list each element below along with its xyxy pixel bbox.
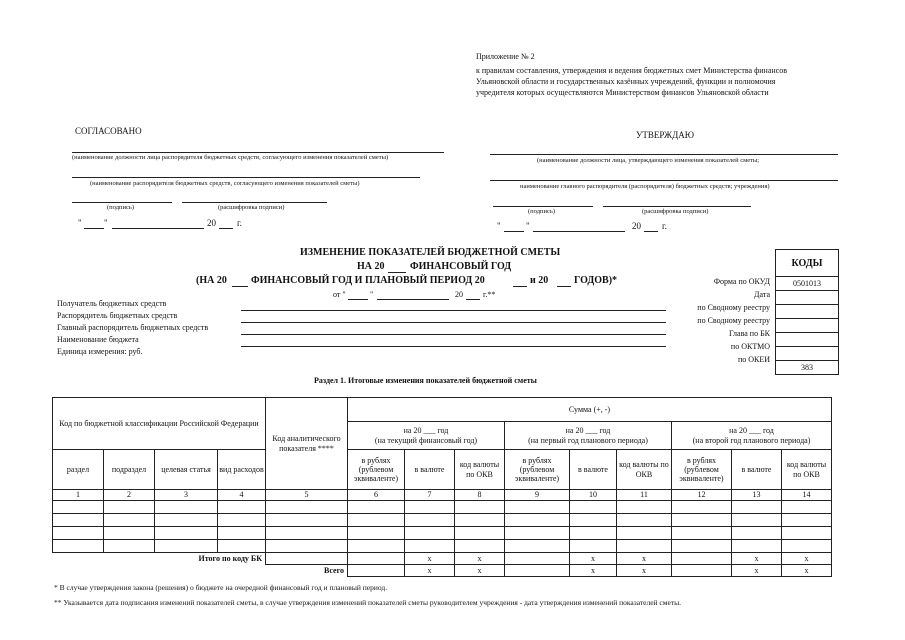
table-row[interactable] bbox=[53, 514, 832, 527]
x-mark: x bbox=[617, 553, 672, 565]
table-cell[interactable] bbox=[505, 553, 570, 565]
period2-b: год bbox=[599, 426, 611, 436]
col-rub-1: в рублях (рублевом эквиваленте) bbox=[348, 450, 405, 490]
field-budget-name: Наименование бюджета bbox=[57, 335, 139, 344]
table-cell[interactable] bbox=[570, 514, 617, 527]
approve-sign-line bbox=[493, 206, 593, 207]
agreed-date-q2: " bbox=[104, 218, 108, 228]
num-cell: 5 bbox=[266, 490, 348, 501]
header-period2: на 20 ___ год (на первый год планового периода) bbox=[505, 422, 672, 450]
table-cell[interactable] bbox=[53, 540, 104, 553]
table-cell[interactable] bbox=[732, 527, 782, 540]
code-label-registry: по Сводному реестру bbox=[697, 303, 770, 312]
table-cell[interactable] bbox=[405, 540, 455, 553]
table-cell[interactable] bbox=[505, 527, 570, 540]
table-cell[interactable] bbox=[53, 501, 104, 514]
agreed-caption1: (наименование должности лица распорядителя бюджетных средств, согласующего изменения показателей сметы) bbox=[72, 154, 389, 161]
title-month-line bbox=[377, 299, 449, 300]
approve-heading: УТВЕРЖДАЮ bbox=[636, 130, 695, 140]
code-label-okud: Форма по ОКУД bbox=[713, 277, 770, 286]
period1-c: (на текущий финансовый год) bbox=[374, 435, 478, 445]
code-label-okei: по ОКЕИ bbox=[737, 355, 770, 364]
x-mark: x bbox=[405, 553, 455, 565]
table-cell[interactable] bbox=[155, 527, 218, 540]
code-label-registry2: по Сводному реестру bbox=[697, 316, 770, 325]
approve-caption1: (наименование должности лица, утверждающего изменения показателей сметы; bbox=[537, 157, 760, 164]
table-row[interactable] bbox=[53, 540, 832, 553]
table-cell[interactable] bbox=[348, 540, 405, 553]
number-row bbox=[53, 490, 832, 501]
title-date-year-line bbox=[466, 299, 480, 300]
x-mark: x bbox=[617, 565, 672, 577]
table-cell[interactable] bbox=[455, 540, 505, 553]
table-cell[interactable] bbox=[455, 527, 505, 540]
table-cell[interactable] bbox=[218, 527, 266, 540]
x-mark: x bbox=[732, 565, 782, 577]
table-cell[interactable] bbox=[53, 514, 104, 527]
table-cell[interactable] bbox=[53, 527, 104, 540]
approve-year-line bbox=[644, 231, 658, 232]
agreed-sign-line bbox=[72, 202, 172, 203]
total-bk-row bbox=[53, 553, 832, 565]
approve-month-line bbox=[533, 231, 625, 232]
codes-header: КОДЫ bbox=[776, 250, 839, 277]
appendix-line: Ульяновской области и государственных казённых учреждений, функции и полномочия bbox=[476, 77, 776, 86]
num-cell: 9 bbox=[505, 490, 570, 501]
table-cell[interactable] bbox=[266, 553, 348, 565]
num-cell: 8 bbox=[455, 490, 505, 501]
agreed-decode-caption: (расшифровка подписи) bbox=[218, 204, 285, 211]
approve-year: 20 bbox=[632, 221, 641, 231]
table-cell[interactable] bbox=[617, 501, 672, 514]
table-cell[interactable] bbox=[505, 501, 570, 514]
header-period3: на 20 ___ год (на второй год планового периода) bbox=[672, 422, 832, 450]
agreed-heading: СОГЛАСОВАНО bbox=[75, 126, 142, 136]
table-cell[interactable] bbox=[405, 501, 455, 514]
table-cell[interactable] bbox=[672, 540, 732, 553]
agreed-org-line bbox=[72, 177, 420, 178]
field-unit: Единица измерения: руб. bbox=[57, 347, 143, 356]
table-cell[interactable] bbox=[155, 514, 218, 527]
title-year-line bbox=[388, 272, 406, 273]
col-okv-3: код валюты по ОКВ bbox=[782, 450, 832, 490]
agreed-position-line bbox=[72, 152, 444, 153]
x-mark: x bbox=[570, 553, 617, 565]
x-mark: x bbox=[732, 553, 782, 565]
header-period1: на 20 ___ год (на текущий финансовый год) bbox=[348, 422, 505, 450]
num-cell: 6 bbox=[348, 490, 405, 501]
x-mark: x bbox=[782, 565, 832, 577]
table-cell[interactable] bbox=[782, 514, 832, 527]
period1-b: год bbox=[437, 426, 449, 436]
table-row[interactable] bbox=[53, 501, 832, 514]
section-title: Раздел 1. Итоговые изменения показателей бюджетной сметы bbox=[314, 376, 537, 385]
table-cell[interactable] bbox=[348, 501, 405, 514]
table-cell[interactable] bbox=[266, 501, 348, 514]
title-period-mid: ФИНАНСОВЫЙ ГОД И ПЛАНОВЫЙ ПЕРИОД 20 bbox=[251, 275, 485, 286]
num-cell: 12 bbox=[672, 490, 732, 501]
table-cell[interactable] bbox=[505, 540, 570, 553]
field-budget-name-line[interactable] bbox=[241, 346, 666, 347]
agreed-year: 20 bbox=[207, 218, 216, 228]
x-mark: x bbox=[455, 553, 505, 565]
field-main-distributor-line[interactable] bbox=[241, 334, 666, 335]
table-cell[interactable] bbox=[570, 501, 617, 514]
approve-date-q2: " bbox=[526, 221, 530, 231]
table-cell[interactable] bbox=[732, 540, 782, 553]
table-cell[interactable] bbox=[405, 514, 455, 527]
title-date-suffix: г.** bbox=[483, 290, 496, 299]
table-cell[interactable] bbox=[155, 540, 218, 553]
period3-b: год bbox=[762, 426, 774, 436]
table-cell[interactable] bbox=[782, 501, 832, 514]
title-period-line3 bbox=[557, 286, 571, 287]
table-cell[interactable] bbox=[505, 565, 570, 577]
title-period-prefix: (НА 20 bbox=[196, 275, 227, 286]
table-cell[interactable] bbox=[348, 553, 405, 565]
title-fin-year: ФИНАНСОВЫЙ ГОД bbox=[410, 261, 512, 272]
num-cell: 7 bbox=[405, 490, 455, 501]
num-cell: 10 bbox=[570, 490, 617, 501]
table-cell[interactable] bbox=[672, 514, 732, 527]
agreed-caption2: (наименование распорядителя бюджетных средств, согласующего изменения показателей сметы) bbox=[90, 180, 360, 187]
table-cell[interactable] bbox=[348, 527, 405, 540]
col-podrazdel: подраздел bbox=[104, 450, 155, 490]
table-cell[interactable] bbox=[732, 514, 782, 527]
approve-year-suffix: г. bbox=[662, 221, 667, 231]
header-sum: Сумма (+, -) bbox=[348, 398, 832, 422]
agreed-day-line bbox=[84, 228, 104, 229]
table-cell[interactable] bbox=[218, 501, 266, 514]
period1-a: на 20 bbox=[403, 426, 422, 436]
table-cell[interactable] bbox=[104, 501, 155, 514]
agreed-year-suffix: г. bbox=[237, 218, 242, 228]
agreed-year-line bbox=[219, 228, 233, 229]
table-cell[interactable] bbox=[348, 514, 405, 527]
header-bk: Код по бюджетной классификации Российской Федерации bbox=[53, 398, 266, 450]
num-cell: 4 bbox=[218, 490, 266, 501]
num-cell: 11 bbox=[617, 490, 672, 501]
code-oktmo[interactable] bbox=[776, 347, 839, 361]
title-year-prefix: НА 20 bbox=[357, 261, 385, 272]
footnote-1: * В случае утверждения закона (решения) о бюджете на очередной финансовый год и плановый период. bbox=[54, 583, 388, 592]
codes-table bbox=[775, 249, 839, 375]
table-cell[interactable] bbox=[617, 527, 672, 540]
table-cell[interactable] bbox=[348, 565, 405, 577]
table-cell[interactable] bbox=[266, 527, 348, 540]
title-date-from: от " bbox=[333, 290, 346, 299]
table-cell[interactable] bbox=[505, 514, 570, 527]
agreed-decode-line bbox=[182, 202, 327, 203]
appendix-line: учредителя которых осуществляются Министерством финансов Ульяновской области bbox=[476, 88, 769, 97]
field-recipient-line[interactable] bbox=[241, 310, 666, 311]
num-cell: 2 bbox=[104, 490, 155, 501]
field-distributor: Распорядитель бюджетных средств bbox=[57, 311, 178, 320]
agreed-date-q1: " bbox=[78, 218, 82, 228]
field-main-distributor: Главный распорядитель бюджетных средств bbox=[57, 323, 209, 332]
title-period-and: и 20 bbox=[530, 275, 549, 286]
table-cell[interactable] bbox=[455, 501, 505, 514]
col-okv-2: код валюты по ОКВ bbox=[617, 450, 672, 490]
table-cell[interactable] bbox=[617, 540, 672, 553]
code-label-bk: Глава по БК bbox=[729, 329, 770, 338]
table-cell[interactable] bbox=[218, 540, 266, 553]
col-razdel: раздел bbox=[53, 450, 104, 490]
col-rub-3: в рублях (рублевом эквиваленте) bbox=[672, 450, 732, 490]
table-cell[interactable] bbox=[405, 527, 455, 540]
header-analytic: Код аналитического показателя **** bbox=[266, 398, 348, 490]
appendix-title: Приложение № 2 bbox=[476, 52, 535, 61]
col-val-1: в валюте bbox=[405, 450, 455, 490]
x-mark: x bbox=[782, 553, 832, 565]
total-label: Всего bbox=[53, 565, 348, 577]
table-cell[interactable] bbox=[455, 514, 505, 527]
approve-day-line bbox=[504, 231, 524, 232]
x-mark: x bbox=[570, 565, 617, 577]
agreed-month-line bbox=[112, 228, 204, 229]
field-distributor-line[interactable] bbox=[241, 322, 666, 323]
period2-c: (на первый год планового периода) bbox=[528, 435, 648, 445]
table-cell[interactable] bbox=[782, 540, 832, 553]
title-period-end: ГОДОВ)* bbox=[574, 275, 618, 286]
approve-decode-line bbox=[603, 206, 751, 207]
approve-org-line bbox=[490, 180, 838, 181]
footnote-2: ** Указывается дата подписания изменений показателей сметы, в случае утверждения изменений показателей сметы руководителем учреждения - дата утверждения изменений показателей сметы. bbox=[54, 598, 682, 607]
table-cell[interactable] bbox=[570, 527, 617, 540]
title-period-line2 bbox=[513, 286, 527, 287]
table-cell[interactable] bbox=[104, 527, 155, 540]
agreed-sign-caption: (подпись) bbox=[107, 204, 134, 211]
code-label-date: Дата bbox=[754, 290, 770, 299]
table-cell[interactable] bbox=[672, 553, 732, 565]
x-mark: x bbox=[405, 565, 455, 577]
period3-c: (на второй год планового периода) bbox=[692, 435, 811, 445]
table-cell[interactable] bbox=[672, 501, 732, 514]
table-cell[interactable] bbox=[782, 527, 832, 540]
appendix-line: к правилам составления, утверждения и ведения бюджетных смет Министерства финансов bbox=[476, 66, 787, 75]
approve-date-q1: " bbox=[497, 221, 501, 231]
num-cell: 13 bbox=[732, 490, 782, 501]
title-date-q: " bbox=[370, 290, 374, 299]
col-rub-2: в рублях (рублевом эквиваленте) bbox=[505, 450, 570, 490]
code-date[interactable] bbox=[776, 291, 839, 305]
title-day-line bbox=[348, 299, 368, 300]
period2-a: на 20 bbox=[565, 426, 584, 436]
field-recipient: Получатель бюджетных средств bbox=[57, 299, 167, 308]
approve-decode-caption: (расшифровка подписи) bbox=[642, 208, 709, 215]
num-cell: 1 bbox=[53, 490, 104, 501]
total-row bbox=[53, 565, 832, 577]
table-cell[interactable] bbox=[570, 540, 617, 553]
table-cell[interactable] bbox=[104, 540, 155, 553]
table-cell[interactable] bbox=[266, 540, 348, 553]
table-cell[interactable] bbox=[617, 514, 672, 527]
table-cell[interactable] bbox=[104, 514, 155, 527]
period3-a: на 20 bbox=[729, 426, 747, 436]
budget-table bbox=[52, 397, 832, 577]
code-registry2[interactable] bbox=[776, 319, 839, 333]
col-cs: целевая статья bbox=[155, 450, 218, 490]
col-okv-1: код валюты по ОКВ bbox=[455, 450, 505, 490]
table-cell[interactable] bbox=[218, 514, 266, 527]
title-period-line1 bbox=[232, 286, 248, 287]
table-cell[interactable] bbox=[155, 501, 218, 514]
approve-sign-caption: (подпись) bbox=[528, 208, 555, 215]
approve-caption2: наименование главного распорядителя (распорядителя) бюджетных средств; учреждения) bbox=[520, 183, 770, 190]
table-cell[interactable] bbox=[672, 565, 732, 577]
title-date-year: 20 bbox=[455, 290, 463, 299]
x-mark: x bbox=[455, 565, 505, 577]
total-bk-label: Итого по коду БК bbox=[53, 553, 266, 565]
code-okei[interactable]: 383 bbox=[776, 361, 839, 375]
approve-position-line bbox=[490, 154, 838, 155]
col-val-2: в валюте bbox=[570, 450, 617, 490]
table-cell[interactable] bbox=[732, 501, 782, 514]
table-cell[interactable] bbox=[672, 527, 732, 540]
code-label-oktmo: по ОКТМО bbox=[730, 342, 770, 351]
table-row[interactable] bbox=[53, 527, 832, 540]
table-cell[interactable] bbox=[266, 514, 348, 527]
num-cell: 14 bbox=[782, 490, 832, 501]
col-val-3: в валюте bbox=[732, 450, 782, 490]
document-title: ИЗМЕНЕНИЕ ПОКАЗАТЕЛЕЙ БЮДЖЕТНОЙ СМЕТЫ bbox=[300, 247, 561, 258]
code-bk[interactable] bbox=[776, 333, 839, 347]
code-registry[interactable] bbox=[776, 305, 839, 319]
num-cell: 3 bbox=[155, 490, 218, 501]
code-okud[interactable]: 0501013 bbox=[776, 277, 839, 291]
col-vr: вид расходов bbox=[218, 450, 266, 490]
